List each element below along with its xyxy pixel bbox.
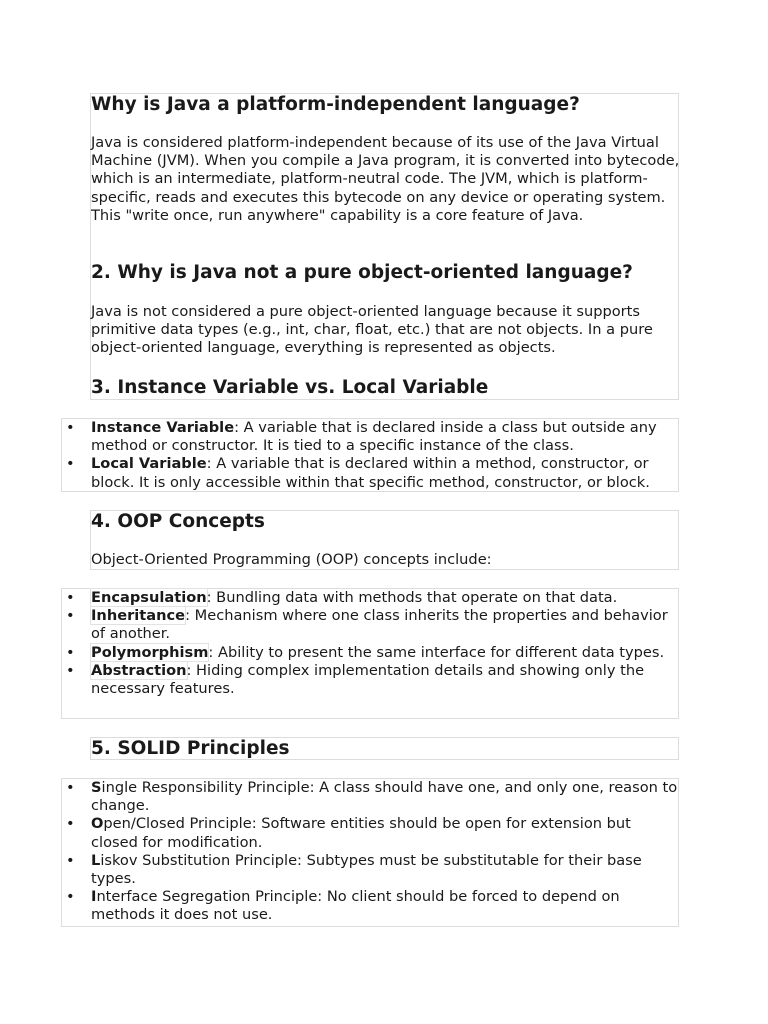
list-solid-principles xyxy=(61,778,679,927)
section-java-basics xyxy=(90,93,679,400)
list-item-local-variable xyxy=(62,455,680,491)
bullet-icon: • xyxy=(66,815,75,833)
bullet-icon: • xyxy=(66,589,75,606)
bullet-icon: • xyxy=(66,455,75,473)
letter-s: S xyxy=(91,779,102,796)
list-item-open-closed xyxy=(62,815,680,851)
term-abstraction: Abstraction xyxy=(91,661,187,679)
list-item-liskov-substitution xyxy=(62,852,680,888)
bullet-icon: • xyxy=(66,851,75,869)
bullet-icon: • xyxy=(66,888,75,906)
term-instance-variable: Instance Variable xyxy=(91,419,235,436)
desc-open-closed: pen/Closed Principle: Software entities should be open for extension but closed for modification. xyxy=(91,815,631,851)
bullet-icon: • xyxy=(66,419,75,436)
desc-inheritance: : Mechanism where one class inherits the properties and behavior of another. xyxy=(91,607,668,643)
desc-polymorphism: : Ability to present the same interface for different data types. xyxy=(208,643,665,661)
desc-instance-variable: : A variable that is declared inside a class but outside any method or constructor. It is tied to a specific instance of the class. xyxy=(91,419,657,455)
heading-solid-principles: 5. SOLID Principles xyxy=(91,738,290,759)
list-item-encapsulation xyxy=(62,589,680,607)
desc-local-variable: : A variable that is declared within a method, constructor, or block. It is only accessible within that specific method, constructor, or block. xyxy=(91,455,650,491)
list-item-instance-variable xyxy=(62,419,680,455)
desc-liskov-substitution: iskov Substitution Principle: Subtypes must be substitutable for their base types. xyxy=(91,851,642,888)
list-item-single-responsibility xyxy=(62,779,680,815)
heading-instance-vs-local: 3. Instance Variable vs. Local Variable xyxy=(91,377,489,398)
section-oop-concepts xyxy=(90,510,679,570)
bullet-icon: • xyxy=(66,607,75,625)
term-local-variable: Local Variable xyxy=(91,455,207,473)
section-solid xyxy=(90,737,679,760)
bullet-icon: • xyxy=(66,661,75,679)
bullet-icon: • xyxy=(66,779,75,796)
desc-single-responsibility: ingle Responsibility Principle: A class should have one, and only one, reason to change. xyxy=(91,779,678,815)
paragraph-oop-intro: Object-Oriented Programming (OOP) concepts include: xyxy=(91,551,492,568)
paragraph-not-pure-oop: Java is not considered a pure object-oriented language because it supports primitive data types (e.g., int, char, float, etc.) that are not objects. In a pure object-oriented language, everything is represented as objects. xyxy=(91,303,653,357)
term-inheritance: Inheritance xyxy=(91,607,186,625)
desc-abstraction: : Hiding complex implementation details and showing only the necessary features. xyxy=(91,661,645,698)
letter-i: I xyxy=(91,888,97,906)
list-variables xyxy=(61,418,679,492)
heading-oop-concepts: 4. OOP Concepts xyxy=(91,511,265,532)
list-item-polymorphism xyxy=(62,644,680,662)
heading-platform-independent: Why is Java a platform-independent language? xyxy=(91,94,580,115)
term-encapsulation: Encapsulation xyxy=(91,589,207,606)
list-item-interface-segregation xyxy=(62,888,680,924)
paragraph-platform-independent: Java is considered platform-independent because of its use of the Java Virtual Machine (JVM). When you compile a Java program, it is converted into bytecode, which is an intermediate, platform-neutral code. The JVM, which is platform-specific, reads and executes this bytecode on any device or operating system. This "write once, run anywhere" capability is a core feature of Java. xyxy=(91,134,680,224)
desc-encapsulation: : Bundling data with methods that operate on that data. xyxy=(206,589,618,606)
list-oop-concepts xyxy=(61,588,679,719)
heading-not-pure-oop: 2. Why is Java not a pure object-oriented language? xyxy=(91,262,633,283)
term-polymorphism: Polymorphism xyxy=(91,643,209,661)
letter-o: O xyxy=(91,815,104,833)
bullet-icon: • xyxy=(66,643,75,661)
desc-interface-segregation: nterface Segregation Principle: No client should be forced to depend on methods it does not use. xyxy=(91,888,620,924)
letter-l: L xyxy=(91,851,101,869)
list-item-abstraction xyxy=(62,662,680,698)
list-item-inheritance xyxy=(62,607,680,643)
